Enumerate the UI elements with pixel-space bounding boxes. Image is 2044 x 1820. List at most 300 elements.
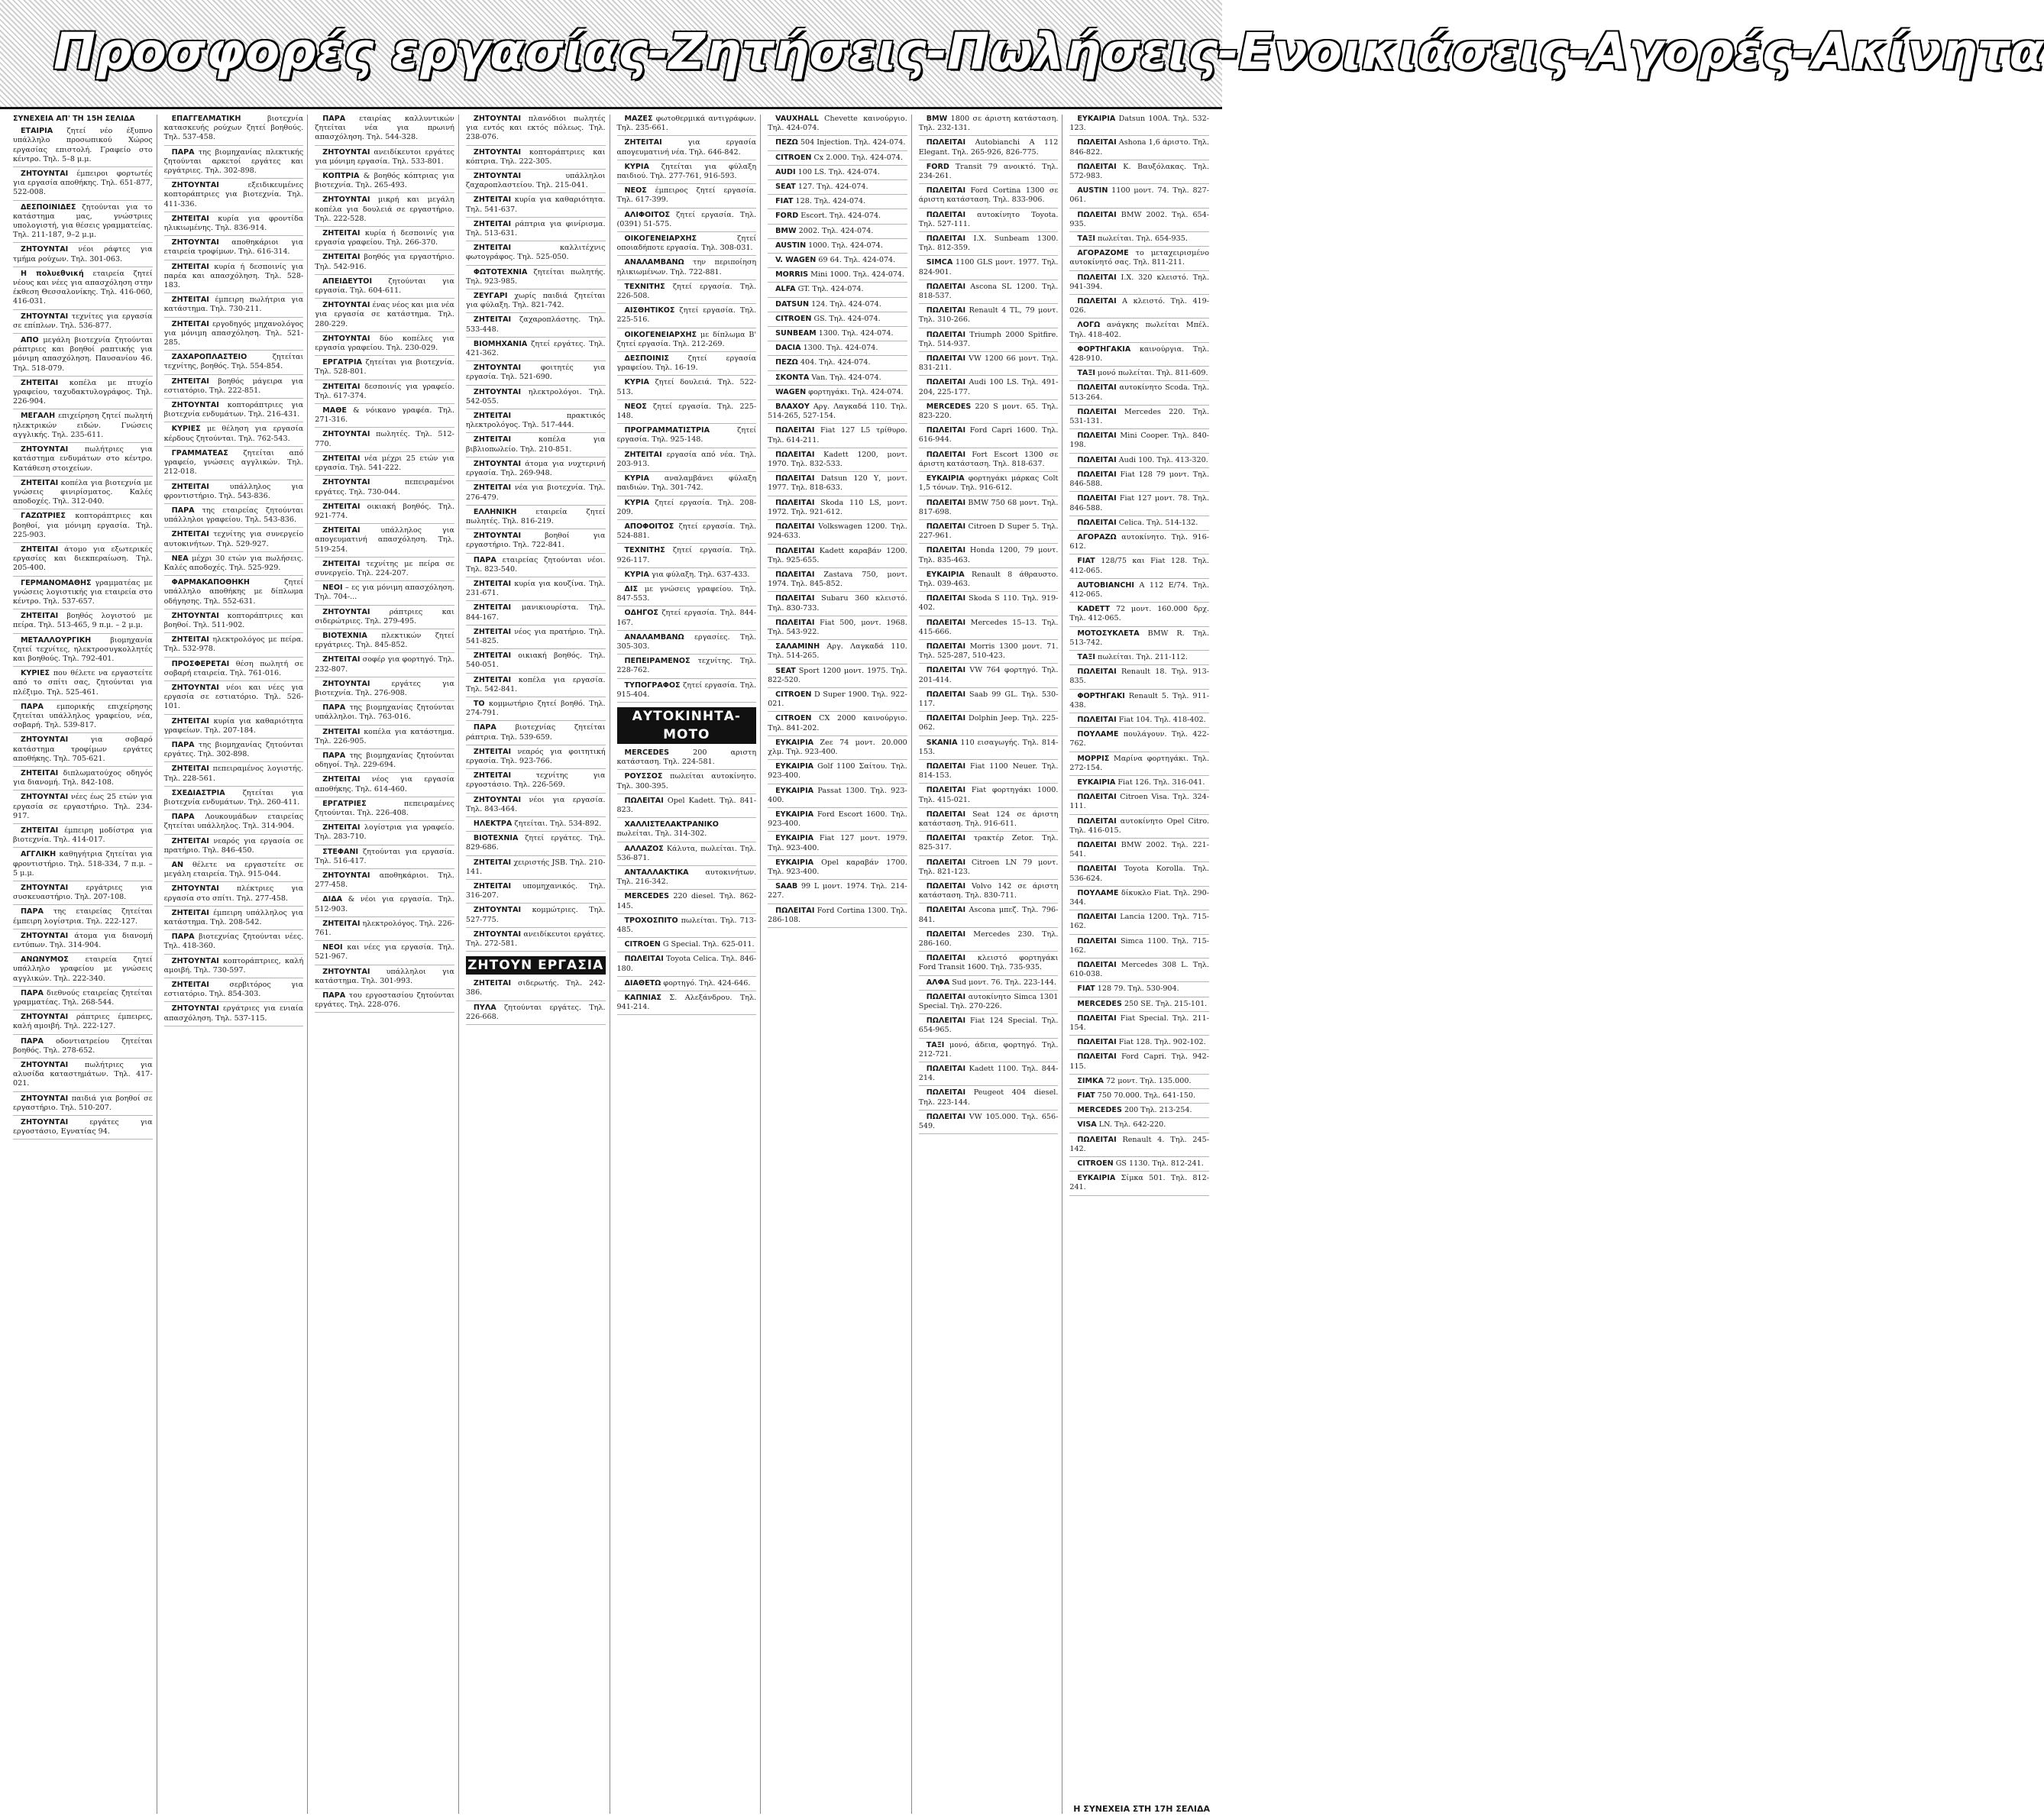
classified-ad: [919, 930, 1059, 952]
ad-lead-word: ΠΩΛΕΙΤΑΙ: [926, 761, 966, 771]
ad-text: καλλιτέχνις φωτογράφος. Τηλ. 525-050.: [465, 244, 606, 262]
ad-lead-word: ΖΗΤΟΥΝΤΑΙ: [21, 1061, 69, 1070]
ad-text: Passat 1300. Τηλ. 923-400.: [768, 786, 907, 804]
classified-ad: [13, 170, 153, 201]
classified-ad: [919, 306, 1059, 328]
ad-lead-word: ΖΗΤΕΙΤΑΙ: [171, 765, 209, 774]
ad-text: 100 LS. Τηλ. 424-074.: [795, 167, 880, 176]
ad-lead-word: FORD: [775, 212, 799, 221]
ad-text: ζητεί εργασία. Τηλ. 925-148.: [616, 426, 757, 444]
classified-ad: [466, 196, 606, 217]
ad-text: Renault 18. Τηλ. 913-835.: [1069, 668, 1209, 686]
ad-text: Fiat 128 79 μοντ. Τηλ. 846-588.: [1069, 470, 1209, 489]
ad-text: βιοτεχνία κατασκευής ρούχων ζητεί βοηθούς. Τηλ. 537-458.: [163, 115, 304, 142]
classified-ad: [768, 547, 907, 568]
ad-lead-word: ΕΥΚΑΙΡΙΑ: [1077, 1174, 1116, 1183]
ad-lead-word: ΧΑΛΛΙΣΤΕΛΑΚΤΡΑΝΙΚΟ: [624, 820, 719, 829]
ad-text: ζητεί εργασία. Τηλ. 208-209.: [616, 498, 757, 516]
ad-lead-word: ΛΟΓΩ: [1077, 321, 1101, 330]
page-banner: [0, 0, 2044, 109]
classified-ad: [164, 296, 304, 317]
ad-lead-word: ΖΗΤΟΥΝΤΑΙ: [473, 795, 522, 804]
classified-ad: [466, 364, 606, 385]
ad-text: δύο κοπέλες για εργασία γραφείου. Τηλ. 230-029.: [315, 334, 454, 353]
ad-text: Fiat 127 μοντ. 1979. Τηλ. 923-400.: [768, 834, 907, 852]
ad-lead-word: ΑΓΓΛΙΚΗ: [21, 850, 57, 859]
ad-lead-word: ΡΟΥΣΣΟΣ: [624, 772, 663, 781]
ad-lead-word: ΚΥΡΙΕΣ: [21, 669, 50, 678]
ad-lead-word: ΠΩΛΕΙΤΑΙ: [926, 522, 966, 531]
ad-text: βοηθός για εργαστήριο. Τηλ. 542-916.: [315, 253, 454, 271]
ad-lead-word: ΠΩΛΕΙΤΑΙ: [926, 834, 966, 843]
classified-ad: [768, 499, 907, 520]
classified-ad: [466, 412, 606, 433]
ad-lead-word: ΣΧΕΔΙΑΣΤΡΙΑ: [171, 788, 225, 797]
ad-text: ζητεί εργασία. Τηλ. 915-404.: [616, 680, 757, 699]
classified-ad: [466, 723, 606, 745]
ad-text: εταιρεία ζητεί πωλητές. Τηλ. 816-219.: [465, 507, 606, 525]
ad-text: εργάτριες για ενιαία απασχόληση. Τηλ. 537-115.: [163, 1004, 304, 1023]
ad-text: χωρίς παιδιά ζητείται για φύλαξη. Τηλ. 821-742.: [465, 292, 606, 310]
ad-lead-word: ΑΙΣΘΗΤΙΚΟΣ: [624, 306, 675, 315]
ad-text: φορτηγάκι. Τηλ. 424-074.: [806, 387, 904, 396]
ad-lead-word: ΠΩΛΕΙΤΑΙ: [775, 498, 815, 507]
classified-ad: [768, 344, 907, 356]
classified-ad: [919, 1065, 1059, 1086]
classified-ad: [617, 979, 757, 991]
ad-lead-word: ΖΗΤΕΙΤΑΙ: [171, 635, 209, 645]
ad-text: Fiat φορτηγάκι 1000. Τηλ. 415-021.: [918, 786, 1059, 804]
ad-text: 220 diesel. Τηλ. 862-145.: [616, 892, 757, 910]
ad-text: Cx 2.000. Τηλ. 424-074.: [811, 153, 904, 162]
classified-ad: [919, 234, 1059, 256]
ad-lead-word: ΠΩΛΕΙΤΑΙ: [926, 450, 966, 459]
ad-text: πεπειραμένοι εργάτες. Τηλ. 730-044.: [315, 478, 454, 496]
ad-lead-word: ΖΗΤΟΥΝΤΑΙ: [171, 238, 219, 247]
ad-lead-word: BMW: [926, 115, 948, 123]
ad-lead-word: ΖΗΤΟΥΝΤΑΙ: [21, 312, 69, 321]
ad-lead-word: ΖΗΤΟΥΝΤΑΙ: [171, 401, 219, 410]
ad-text: Fiat 1100 Neuer. Τηλ. 814-153.: [918, 761, 1059, 781]
classified-ad: [1069, 730, 1209, 752]
ad-lead-word: ΕΤΑΙΡΙΑ: [21, 127, 53, 136]
classified-ad: [768, 474, 907, 496]
classified-ad: [768, 451, 907, 472]
ad-lead-word: ΠΑΡΑ: [473, 555, 496, 564]
classified-ad: [617, 868, 757, 890]
classified-ad: [13, 636, 153, 668]
ad-text: Λουκουμάδων εταιρείας ζητείται υπάλληλος. Τηλ. 314-904.: [163, 813, 304, 831]
ad-lead-word: ΟΔΗΓΟΣ: [624, 609, 658, 618]
classified-ad: [13, 907, 153, 929]
ad-lead-word: ΖΗΤΕΙΤΑΙ: [322, 919, 361, 928]
ad-lead-word: ΖΗΤΟΥΝΤΑΙ: [322, 679, 370, 688]
classified-ad: [919, 642, 1059, 664]
classified-ad: [13, 1037, 153, 1059]
classified-ad: [466, 1004, 606, 1025]
ad-lead-word: ΤΥΠΟΓΡΑΦΟΣ: [624, 680, 681, 690]
classified-ad: [1069, 138, 1209, 160]
ad-text: αυτοκίνητο Simca 1301 Special. Τηλ. 270-226.: [918, 992, 1059, 1011]
ad-lead-word: ΦΩΤΟΤΕΧΝΙΑ: [473, 267, 528, 276]
classified-ad: [13, 245, 153, 267]
ad-text: γραμματέας με γνώσεις λογιστικής για εταιρεία στο κέντρο. Τηλ. 537-657.: [13, 578, 153, 606]
ad-text: της βιομηχανίας πλεκτικής ζητούνται αρκετοί εργάτες και εργάτριες. Τηλ. 302-898.: [163, 147, 304, 176]
classified-ad: [466, 906, 606, 927]
classified-ad: [768, 834, 907, 855]
ad-lead-word: SAAB: [775, 882, 798, 891]
ad-lead-word: ΤΑΞΙ: [1077, 652, 1095, 661]
ad-lead-word: ΚΥΡΙΕΣ: [171, 425, 201, 434]
classified-ad: [1069, 668, 1209, 689]
classified-ad: [617, 585, 757, 606]
ad-text: Toyota Celica. Τηλ. 846-180.: [616, 955, 757, 973]
ad-lead-word: ΕΥΚΑΙΡΙΑ: [926, 570, 965, 579]
classified-ad: [617, 681, 757, 703]
ad-text: πωλείται. Τηλ. 713-485.: [616, 916, 757, 934]
ad-lead-word: ΠΩΛΕΙΤΑΙ: [1077, 913, 1117, 922]
ad-text: της βιομηχανίας ζητούνται οδηγοί. Τηλ. 229-694.: [315, 751, 454, 770]
classified-ad: [617, 546, 757, 567]
classified-ad: [13, 579, 153, 610]
classified-ad: [919, 138, 1059, 160]
ad-text: πωλείται αυτοκίνητο. Τηλ. 300-395.: [616, 772, 757, 790]
ad-text: 750 70.000. Τηλ. 641-150.: [1095, 1091, 1196, 1101]
ad-text: αυτοκινήτων. Τηλ. 216-342.: [616, 868, 757, 887]
ad-lead-word: ΖΗΤΕΙΤΑΙ: [171, 530, 209, 539]
ad-text: – ες για μόνιμη απασχόληση. Τηλ. 704-...: [315, 583, 454, 602]
ad-lead-word: ΖΗΤΕΙΤΑΙ: [171, 296, 209, 305]
classified-ad: [1069, 1091, 1209, 1104]
ad-lead-word: WAGEN: [775, 387, 807, 396]
ad-lead-word: ΠΑΡΑ: [171, 147, 195, 157]
classified-ad: [768, 619, 907, 640]
ad-text: 110 εισαγωγής. Τηλ. 814-153.: [918, 738, 1059, 756]
classified-ad: [315, 560, 454, 581]
classified-ad: [1069, 1000, 1209, 1012]
classified-ad: [617, 940, 757, 952]
ad-text: εταιρίας καλλυντικών ζητείται νέα για πρωινή απασχόληση. Τηλ. 544-328.: [315, 115, 454, 142]
ad-text: ζητούνται για εργασία. Τηλ. 604-611.: [315, 276, 454, 296]
ad-text: ζητεί εργάτες. Τηλ. 421-362.: [465, 339, 606, 358]
ad-lead-word: ΠΩΛΕΙΤΑΙ: [926, 138, 966, 147]
ad-lead-word: ΠΩΛΕΙΤΑΙ: [775, 450, 815, 459]
classified-column: [1066, 115, 1213, 1814]
classified-ad: [164, 215, 304, 236]
ad-text: νέα για βιοτεχνία. Τηλ. 276-479.: [465, 483, 606, 502]
ad-text: Toyota Korolla. Τηλ. 536-624.: [1069, 865, 1209, 883]
classified-ad: [13, 850, 153, 881]
classified-ad: [768, 426, 907, 448]
classified-ad: [1069, 1136, 1209, 1157]
ad-lead-word: ΠΩΛΕΙΤΑΙ: [926, 858, 966, 867]
ad-text: Fiat Special. Τηλ. 211-154.: [1069, 1013, 1209, 1033]
classified-ad: [617, 797, 757, 818]
classified-column: [915, 115, 1063, 1814]
ad-text: CX 2000 καινούργιο. Τηλ. 841-202.: [768, 714, 907, 732]
classified-ad: [1069, 345, 1209, 367]
ad-lead-word: ΖΗΤΕΙΤΑΙ: [322, 526, 361, 535]
classified-ad: [315, 526, 454, 558]
ad-lead-word: ΖΗΤΟΥΝΤΑΙ: [473, 459, 522, 468]
classified-ad: [315, 454, 454, 476]
ad-lead-word: ΚΥΡΙΑ: [624, 162, 649, 171]
ad-text: αυτοκίνητο Toyota. Τηλ. 527-111.: [918, 210, 1059, 228]
ad-lead-word: ΤΑΞΙ: [1077, 234, 1095, 244]
ad-text: Volvo 142 σε άριστη κατάσταση. Τηλ. 830-711.: [918, 882, 1059, 900]
classified-ad: [164, 684, 304, 715]
classified-ad: [617, 657, 757, 678]
ad-lead-word: ΖΗΤΕΙΤΑΙ: [21, 545, 59, 554]
ad-text: 250 SE. Τηλ. 215-101.: [1121, 999, 1208, 1008]
ad-text: έμπειρη μοδίστρα για βιοτεχνία. Τηλ. 414-017.: [13, 826, 153, 845]
classified-ad: [315, 406, 454, 428]
ad-text: Kadett καραβάν 1200. Τηλ. 925-655.: [768, 546, 907, 564]
classified-ad: [13, 312, 153, 334]
ad-lead-word: CITROEN: [775, 690, 812, 699]
ad-lead-word: ΤΑΞΙ: [1077, 369, 1095, 378]
ad-lead-word: MERCEDES: [1077, 1106, 1122, 1115]
classified-ad: [617, 402, 757, 424]
classified-ad: [919, 1113, 1059, 1134]
ad-lead-word: Η πολυεθνική: [21, 269, 84, 278]
ad-text: ηλεκτρολόγος με πείρα. Τηλ. 532-978.: [163, 635, 304, 654]
classified-ad: [164, 813, 304, 834]
ad-lead-word: ΑΝΤΑΛΛΑΚΤΙΚΑ: [624, 868, 689, 877]
ad-lead-word: ΖΗΤΕΙΤΑΙ: [322, 382, 361, 391]
ad-text: νέα μέχρι 25 ετών για εργασία. Τηλ. 541-222.: [315, 454, 454, 473]
classified-ad: [13, 545, 153, 577]
ad-lead-word: ΖΗΤΕΙΤΑΙ: [473, 882, 512, 891]
classified-ad: [315, 148, 454, 170]
classified-ad: [315, 335, 454, 356]
ad-text: τεχνίτης για εργοστάσιο. Τηλ. 226-569.: [465, 771, 606, 790]
classified-ad: [1069, 1174, 1209, 1195]
ad-lead-word: ΚΟΠΤΡΙΑ: [322, 172, 360, 181]
classified-ad: [164, 377, 304, 399]
ad-lead-word: ΠΩΛΕΙΤΑΙ: [1077, 470, 1117, 479]
classified-ad: [919, 354, 1059, 376]
ad-text: Fiat 124 Special. Τηλ. 654-965.: [918, 1017, 1059, 1035]
classified-ad: [1069, 1038, 1209, 1050]
ad-text: επιχείρηση ζητεί πωλητή ηλεκτρικών ειδών. Γνώσεις αγγλικής. Τηλ. 235-611.: [13, 412, 153, 439]
ad-text: νέοι ράφτες για τμήμα ρούχων. Τηλ. 301-063.: [13, 245, 153, 263]
classified-ad: [768, 138, 907, 150]
classified-ad: [919, 211, 1059, 232]
classified-ad: [164, 765, 304, 786]
ad-lead-word: SKANIA: [926, 738, 958, 747]
ad-text: εργασίες. Τηλ. 305-303.: [616, 632, 757, 651]
ad-text: Fiat 126. Τηλ. 316-041.: [1115, 777, 1205, 787]
ad-lead-word: ΠΩΛΕΙΤΑΙ: [1077, 961, 1117, 970]
classified-ad: [164, 717, 304, 739]
classified-ad: [919, 739, 1059, 760]
ad-lead-word: ΠΩΛΕΙΤΑΙ: [1077, 715, 1117, 724]
ad-lead-word: ΖΗΤΕΙΤΑΙ: [473, 651, 512, 661]
ad-text: μέχρι 30 ετών για πωλήσεις. Καλές αποδοχές. Τηλ. 525-929.: [163, 554, 304, 572]
ad-lead-word: ΗΛΕΚΤΡΑ: [473, 819, 513, 828]
classified-ad: [1069, 494, 1209, 516]
ad-lead-word: ΠΩΛΕΙΤΑΙ: [926, 282, 966, 291]
ad-lead-word: ΠΩΛΕΙΤΑΙ: [775, 546, 815, 555]
classified-ad: [768, 787, 907, 808]
classified-ad: [768, 212, 907, 224]
classified-ad: [1069, 557, 1209, 578]
ad-lead-word: ΚΥΡΙΑ: [624, 570, 649, 579]
classified-ad: [1069, 1106, 1209, 1118]
ad-lead-word: ΖΗΤΟΥΝΤΑΙ: [473, 532, 522, 541]
classified-ad: [1069, 163, 1209, 184]
ad-lead-word: ΖΗΤΕΙΤΑΙ: [21, 768, 59, 777]
ad-lead-word: ΠΑΡΑ: [322, 703, 346, 713]
ad-lead-word: AUTOBIANCHI: [1077, 580, 1134, 590]
ad-lead-word: ΜΕΤΑΛΛΟΥΡΓΙΚΗ: [21, 635, 92, 645]
ad-lead-word: ΖΗΤΕΙΤΑΙ: [473, 979, 512, 988]
classified-ad: [768, 241, 907, 254]
ad-lead-word: ΖΗΤΟΥΝΤΑΙ: [322, 607, 370, 616]
ad-text: ράπτριες και σιδερώτριες. Τηλ. 279-495.: [315, 607, 454, 626]
ad-text: ζητείται για φύλαξη παιδιού. Τηλ. 277-761, 916-593.: [616, 162, 757, 181]
ad-lead-word: ΠΟΥΛΑΜΕ: [1077, 888, 1119, 897]
classified-ad: [919, 426, 1059, 448]
classified-ad: [466, 532, 606, 553]
classified-column: [311, 115, 459, 1814]
ad-lead-word: ΖΗΤΟΥΝΤΑΙ: [473, 906, 522, 915]
ad-lead-word: ΑΓΟΡΑΖΩ: [1077, 532, 1117, 541]
classified-ad: [466, 676, 606, 697]
ad-lead-word: ΠΩΛΕΙΤΑΙ: [1077, 432, 1117, 441]
classified-ad: [315, 823, 454, 845]
ad-lead-word: ΝΕΟΙ: [322, 943, 343, 952]
ad-text: Ford Cortina 1300. Τηλ. 286-108.: [768, 906, 907, 924]
ad-text: πωλείται. Τηλ. 314-302.: [616, 829, 707, 839]
ad-lead-word: BMW: [775, 226, 797, 235]
ad-lead-word: ΖΗΤΕΙΤΑΙ: [473, 196, 512, 205]
classified-ad: [1069, 961, 1209, 982]
ad-lead-word: ΜΟΡΡΙΣ: [1077, 754, 1110, 763]
ad-text: αυτοκίνητο. Τηλ. 916-612.: [1069, 532, 1209, 551]
section-header-seek-work: ΖΗΤΟΥΝ ΕΡΓΑΣΙΑ: [466, 956, 606, 975]
classified-ad: [164, 909, 304, 930]
ad-lead-word: MORRIS: [775, 270, 809, 280]
classified-ad: [919, 571, 1059, 592]
classified-ad: [617, 499, 757, 520]
ad-text: 128/75 και Fiat 128. Τηλ. 412-065.: [1069, 557, 1209, 575]
classified-ad: [617, 378, 757, 399]
ad-lead-word: ΠΩΛΕΙΤΑΙ: [1077, 793, 1117, 802]
ad-text: σιδερωτής. Τηλ. 242-386.: [465, 979, 606, 997]
ad-text: Fort Escort 1300 σε άριστη κατάσταση. Τηλ. 818-637.: [918, 450, 1059, 468]
classified-ad: [1069, 383, 1209, 405]
classified-ad: [1069, 1077, 1209, 1089]
classified-ad: [768, 227, 907, 239]
ad-lead-word: ΖΗΤΟΥΝΤΑΙ: [21, 1094, 69, 1103]
ad-text: της εταιρείας ζητούνται υπάλληλοι γραφείου. Τηλ. 543-836.: [163, 506, 304, 525]
classified-ad: [13, 735, 153, 767]
ad-text: Skoda 110 LS, μοντ. 1972. Τηλ. 921-612.: [768, 498, 907, 516]
ad-text: Renault 4. Τηλ. 245-142.: [1069, 1135, 1209, 1153]
ad-lead-word: FORD: [926, 162, 949, 171]
ad-lead-word: ΠΩΛΕΙΤΑΙ: [775, 474, 815, 483]
classified-ad: [1069, 653, 1209, 665]
classified-ad: [466, 819, 606, 832]
ad-lead-word: ΟΙΚΟΓΕΝΕΙΑΡΧΗΣ: [624, 234, 697, 244]
classified-ad: [919, 499, 1059, 520]
ad-lead-word: ΠΕΖΩ: [775, 138, 798, 147]
classified-ad: [13, 769, 153, 790]
ad-lead-word: ΖΗΤΕΙΤΑΙ: [473, 435, 512, 444]
ad-lead-word: ΖΗΤΟΥΝΤΑΙ: [21, 170, 69, 179]
ad-lead-word: ΓΡΑΜΜΑΤΕΑΣ: [171, 448, 228, 457]
classified-ad: [466, 603, 606, 625]
ad-lead-word: ΖΗΤΕΙΤΑΙ: [171, 908, 209, 917]
ad-text: Opel καραβάν 1700. Τηλ. 923-400.: [768, 858, 907, 876]
classified-ad: [768, 402, 907, 424]
classified-ad: [768, 388, 907, 400]
classified-ad: [919, 594, 1059, 616]
classified-ad: [617, 609, 757, 630]
classified-ad: [617, 451, 757, 472]
ad-text: Transit 79 ανοικτό. Τηλ. 234-261.: [918, 162, 1059, 181]
ad-lead-word: ΖΗΤΟΥΝΤΑΙ: [21, 884, 69, 893]
classified-ad: [1069, 937, 1209, 958]
ad-text: ζητούνται εργάτες. Τηλ. 226-668.: [465, 1003, 606, 1021]
ad-lead-word: ΠΩΛΕΙΤΑΙ: [1077, 383, 1117, 393]
ad-lead-word: ΕΥΚΑΙΡΙΑ: [775, 858, 814, 867]
ad-text: εξειδικευμένες κοπτοράπτριες για βιοτεχνία. Τηλ. 411-336.: [163, 181, 304, 209]
classified-ad: [919, 1088, 1059, 1110]
ad-text: Fiat 104. Τηλ. 418-402.: [1116, 715, 1206, 724]
ad-text: μανικιουρίστα. Τηλ. 844-167.: [465, 603, 606, 622]
classified-ad: [1069, 841, 1209, 862]
ad-text: 2002. Τηλ. 424-074.: [796, 226, 874, 235]
classified-ad: [13, 1061, 153, 1092]
classified-ad: [315, 800, 454, 821]
ad-text: κοπέλα για βιοτεχνία με γνώσεις φινιρίσματος. Καλές αποδοχές. Τηλ. 312-040.: [13, 478, 153, 506]
ad-lead-word: ΖΗΤΕΙΤΑΙ: [473, 244, 512, 253]
ad-text: Chevette καινούργιο. Τηλ. 424-074.: [768, 115, 907, 133]
classified-ad: [1069, 369, 1209, 381]
classified-ad: [315, 703, 454, 725]
ad-lead-word: ΖΗΤΟΥΝΤΑΙ: [171, 683, 219, 692]
classified-ad: [1069, 456, 1209, 468]
classified-column: [462, 115, 610, 1814]
classified-ad: [466, 748, 606, 769]
classified-ad: [617, 138, 757, 160]
classified-ad: [466, 172, 606, 193]
classified-ad: [1069, 533, 1209, 554]
ad-text: 504 Injection. Τηλ. 424-074.: [797, 138, 906, 147]
ad-text: 1000. Τηλ. 424-074.: [806, 241, 883, 250]
ad-text: Ζeε 74 μοντ. 20.000 χλμ. Τηλ. 923-400.: [768, 738, 907, 756]
classified-ad: [315, 253, 454, 274]
ad-text: ζητείται για βιοτεχνία. Τηλ. 528-801.: [315, 358, 454, 377]
ad-lead-word: ΠΩΛΕΙΤΑΙ: [775, 906, 815, 915]
ad-text: BMW 2002. Τηλ. 221-541.: [1069, 840, 1209, 859]
classified-ad: [617, 186, 757, 208]
ad-text: πεπειραμένες ζητούνται. Τηλ. 226-408.: [315, 799, 454, 817]
classified-ad: [617, 426, 757, 448]
classified-ad: [466, 268, 606, 289]
classified-ad: [466, 340, 606, 361]
ad-text: ζητεί εργασία γραφείου. Τηλ. 16-19.: [616, 354, 757, 373]
classified-ad: [919, 283, 1059, 304]
classified-ad: [13, 203, 153, 244]
ad-text: & νέοι για εργασία. Τηλ. 512-903.: [315, 895, 454, 913]
classified-ad: [1069, 519, 1209, 531]
ad-lead-word: ΕΡΓΑΤΡΙΕΣ: [322, 799, 367, 808]
ad-text: ζητεί δουλειά. Τηλ. 522-513.: [616, 378, 757, 396]
